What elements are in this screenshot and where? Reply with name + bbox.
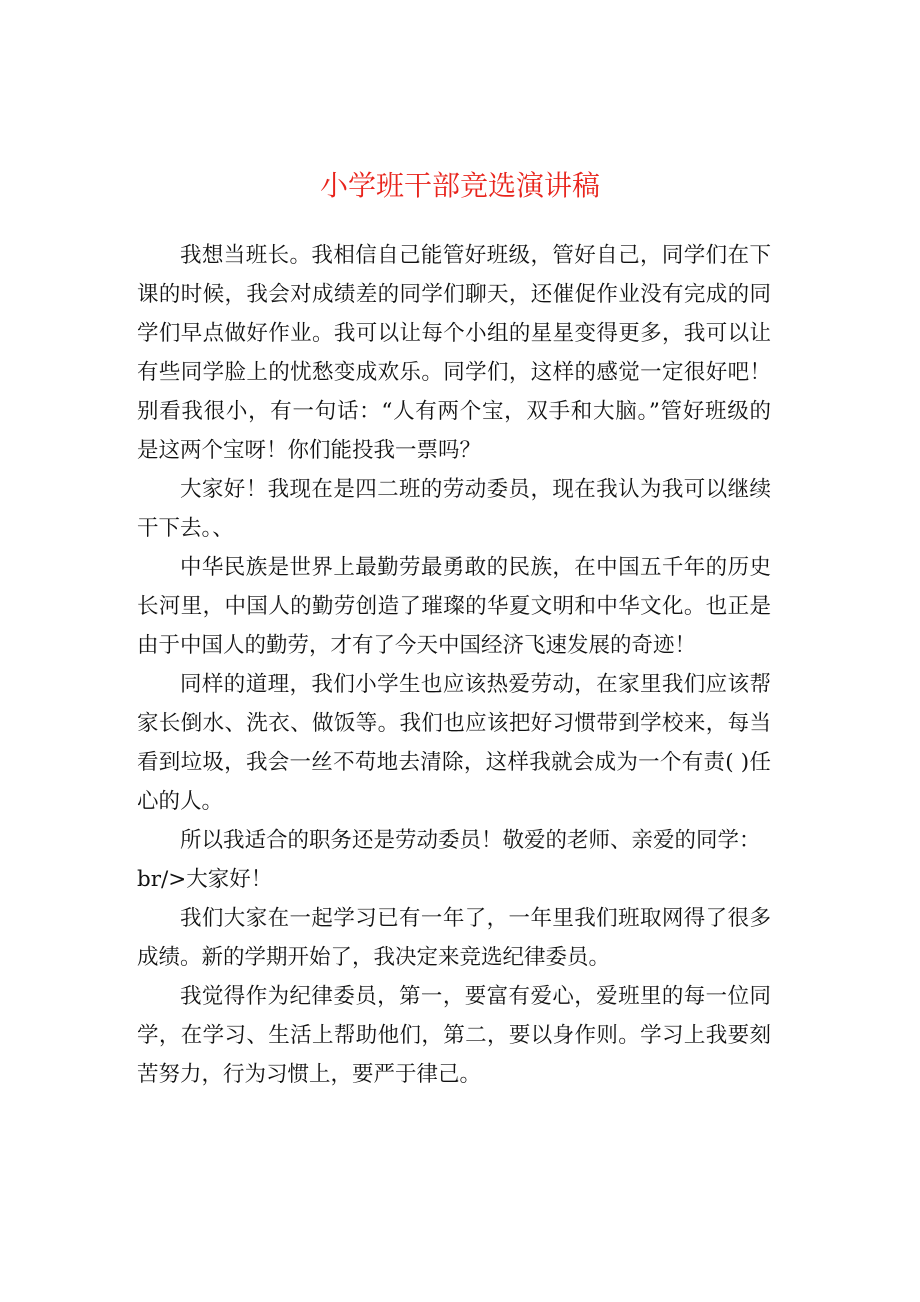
document-title: 小学班干部竞选演讲稿: [319, 169, 600, 202]
paragraph: 同样的道理，我们小学生也应该热爱劳动，在家里我们应该帮家长倒水、洗衣、做饭等。我们也应该把好习惯带到学校来，每当看到垃圾，我会一丝不苟地去清除，这样我就会成为一个有责( )任心的人。: [137, 672, 771, 814]
paragraph: 我想当班长。我相信自己能管好班级，管好自己，同学们在下课的时候，我会对成绩差的同学们聊天，还催促作业没有完成的同学们早点做好作业。我可以让每个小组的星星变得更多，我可以让有些同学脸上的忧愁变成欢乐。同学们，这样的感觉一定很好吧！别看我很小，有一句话：“人有两个宝，双手和大脑。”管好班级的是这两个宝呀！你们能投我一票吗？: [137, 243, 771, 463]
paragraph: 所以我适合的职务还是劳动委员！敬爱的老师、亲爱的同学：: [180, 828, 761, 853]
document-body: [137, 236, 771, 1094]
paragraph: br/>大家好！: [137, 867, 273, 892]
paragraph: 大家好！我现在是四二班的劳动委员，现在我认为我可以继续干下去。、: [137, 477, 771, 541]
paragraph: 中华民族是世界上最勤劳最勇敢的民族，在中国五千年的历史长河里，中国人的勤劳创造了璀璨的华夏文明和中华文化。也正是由于中国人的勤劳，才有了今天中国经济飞速发展的奇迹！: [137, 555, 771, 658]
paragraph: 我们大家在一起学习已有一年了，一年里我们班取网得了很多成绩。新的学期开始了，我决定来竞选纪律委员。: [137, 906, 771, 970]
paragraph: 我觉得作为纪律委员，第一，要富有爱心，爱班里的每一位同学，在学习、生活上帮助他们，第二，要以身作则。学习上我要刻苦努力，行为习惯上，要严于律己。: [137, 984, 771, 1087]
